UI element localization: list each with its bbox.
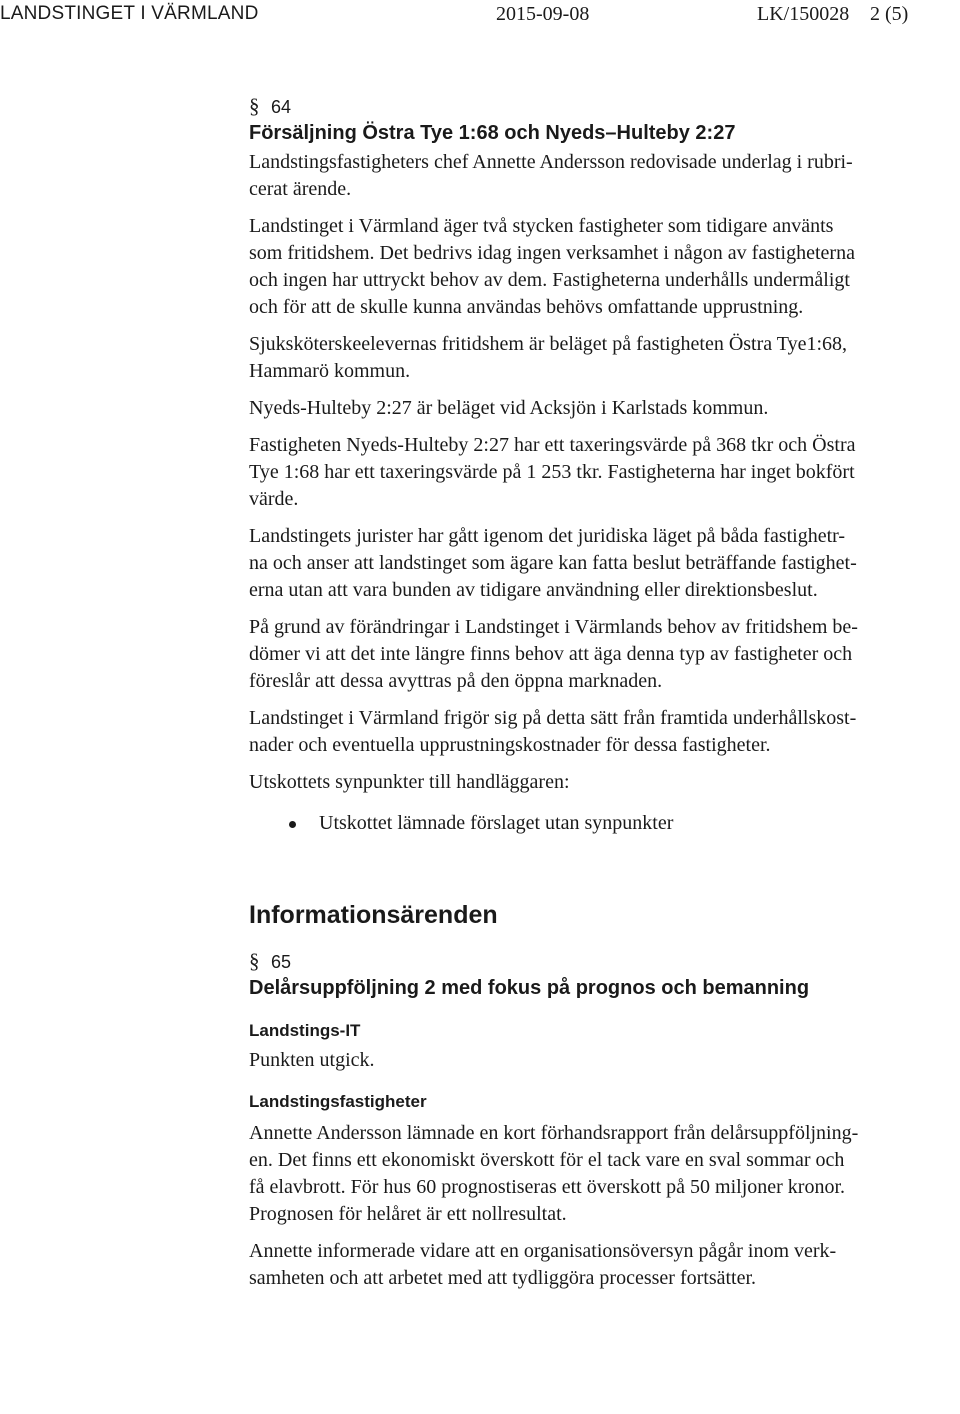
section-sign-icon: § xyxy=(249,94,260,118)
paragraph xyxy=(249,523,955,604)
text-line: och ingen har uttryckt behov av dem. Fastigheterna underhålls undermåligt xyxy=(249,269,850,291)
header-page-number: 2 (5) xyxy=(870,3,909,25)
list-item xyxy=(249,810,955,837)
paragraph xyxy=(249,1120,955,1228)
document-body xyxy=(249,94,955,1292)
text-line: Fastigheten Nyeds-Hulteby 2:27 har ett taxeringsvärde på 368 tkr och Östra xyxy=(249,434,856,456)
text-line: På grund av förändringar i Landstinget i Värmlands behov av fritidshem be- xyxy=(249,616,858,638)
text-line: Punkten utgick. xyxy=(249,1049,375,1071)
text-line: cerat ärende. xyxy=(249,178,352,200)
text-line: Annette Andersson lämnade en kort förhandsrapport från delårsuppföljning- xyxy=(249,1122,859,1144)
section-sign-icon: § xyxy=(249,949,260,973)
list-item-text: Utskottet lämnade förslaget utan synpunkter xyxy=(319,812,674,834)
paragraph xyxy=(249,149,955,203)
paragraph xyxy=(249,331,955,385)
subheading-landstings-it: Landstings-IT xyxy=(249,1021,361,1040)
text-line: erna utan att vara bunden av tidigare användning eller direktionsbeslut. xyxy=(249,579,818,601)
text-line: Landstingets jurister har gått igenom det juridiska läget på båda fastighetr- xyxy=(249,525,846,547)
text-line: dömer vi att det inte längre finns behov att äga denna typ av fastigheter och xyxy=(249,643,853,665)
text-line: Landstingsfastigheters chef Annette Andersson redovisade underlag i rubri- xyxy=(249,151,853,173)
header-organization: LANDSTINGET I VÄRMLAND xyxy=(0,3,259,24)
text-line: Landstinget i Värmland äger två stycken fastigheter som tidigare använts xyxy=(249,215,834,237)
section-number xyxy=(249,949,955,973)
paragraph xyxy=(249,705,955,759)
text-line: Prognosen för helåret är ett nollresultat. xyxy=(249,1203,567,1225)
text-line: som fritidshem. Det bedrivs idag ingen verksamhet i någon av fastigheterna xyxy=(249,242,855,264)
text-line: föreslår att dessa avyttras på den öppna marknaden. xyxy=(249,670,663,692)
text-line: Landstinget i Värmland frigör sig på detta sätt från framtida underhållskost- xyxy=(249,707,857,729)
text-line: och för att de skulle kunna användas behövs omfattande upprustning. xyxy=(249,296,804,318)
text-line: samheten och att arbetet med att tydliggöra processer fortsätter. xyxy=(249,1267,757,1289)
section-64 xyxy=(249,94,955,837)
text-line: få elavbrott. För hus 60 prognostiseras ett överskott på 50 miljoner kronor. xyxy=(249,1176,846,1198)
paragraph xyxy=(249,432,955,513)
text-line: na och anser att landstinget som ägare kan fatta beslut beträffande fastighet- xyxy=(249,552,857,574)
text-line: Utskottets synpunkter till handläggaren: xyxy=(249,771,570,793)
text-line: Sjuksköterskeelevernas fritidshem är beläget på fastigheten Östra Tye1:68, xyxy=(249,333,848,355)
section-number-value: 65 xyxy=(271,952,292,972)
paragraph xyxy=(249,1238,955,1292)
text-line: värde. xyxy=(249,488,299,510)
paragraph xyxy=(249,614,955,695)
paragraph xyxy=(249,1047,955,1074)
text-line: Tye 1:68 har ett taxeringsvärde på 1 253 tkr. Fastigheterna har inget bokfört xyxy=(249,461,855,483)
text-line: Hammarö kommun. xyxy=(249,360,411,382)
paragraph xyxy=(249,213,955,321)
text-line: Nyeds-Hulteby 2:27 är beläget vid Acksjön i Karlstads kommun. xyxy=(249,397,769,419)
section-title: Försäljning Östra Tye 1:68 och Nyeds–Hulteby 2:27 xyxy=(249,122,736,144)
header-reference: LK/150028 xyxy=(757,3,850,25)
section-65 xyxy=(249,949,955,1292)
section-title: Delårsuppföljning 2 med fokus på prognos och bemanning xyxy=(249,977,810,999)
paragraph xyxy=(249,395,955,422)
bullet-icon xyxy=(289,821,296,828)
heading-informationsarenden: Informationsärenden xyxy=(249,901,498,929)
page-header xyxy=(0,0,960,30)
section-number xyxy=(249,94,955,118)
text-line: Annette informerade vidare att en organisationsöversyn pågår inom verk- xyxy=(249,1240,837,1262)
subheading-landstingsfastigheter: Landstingsfastigheter xyxy=(249,1092,427,1111)
paragraph xyxy=(249,769,955,796)
text-line: nader och eventuella upprustningskostnader för dessa fastigheter. xyxy=(249,734,771,756)
header-date: 2015-09-08 xyxy=(496,3,590,25)
section-number-value: 64 xyxy=(271,97,292,117)
text-line: en. Det finns ett ekonomiskt överskott för el tack vare en sval sommar och xyxy=(249,1149,845,1171)
